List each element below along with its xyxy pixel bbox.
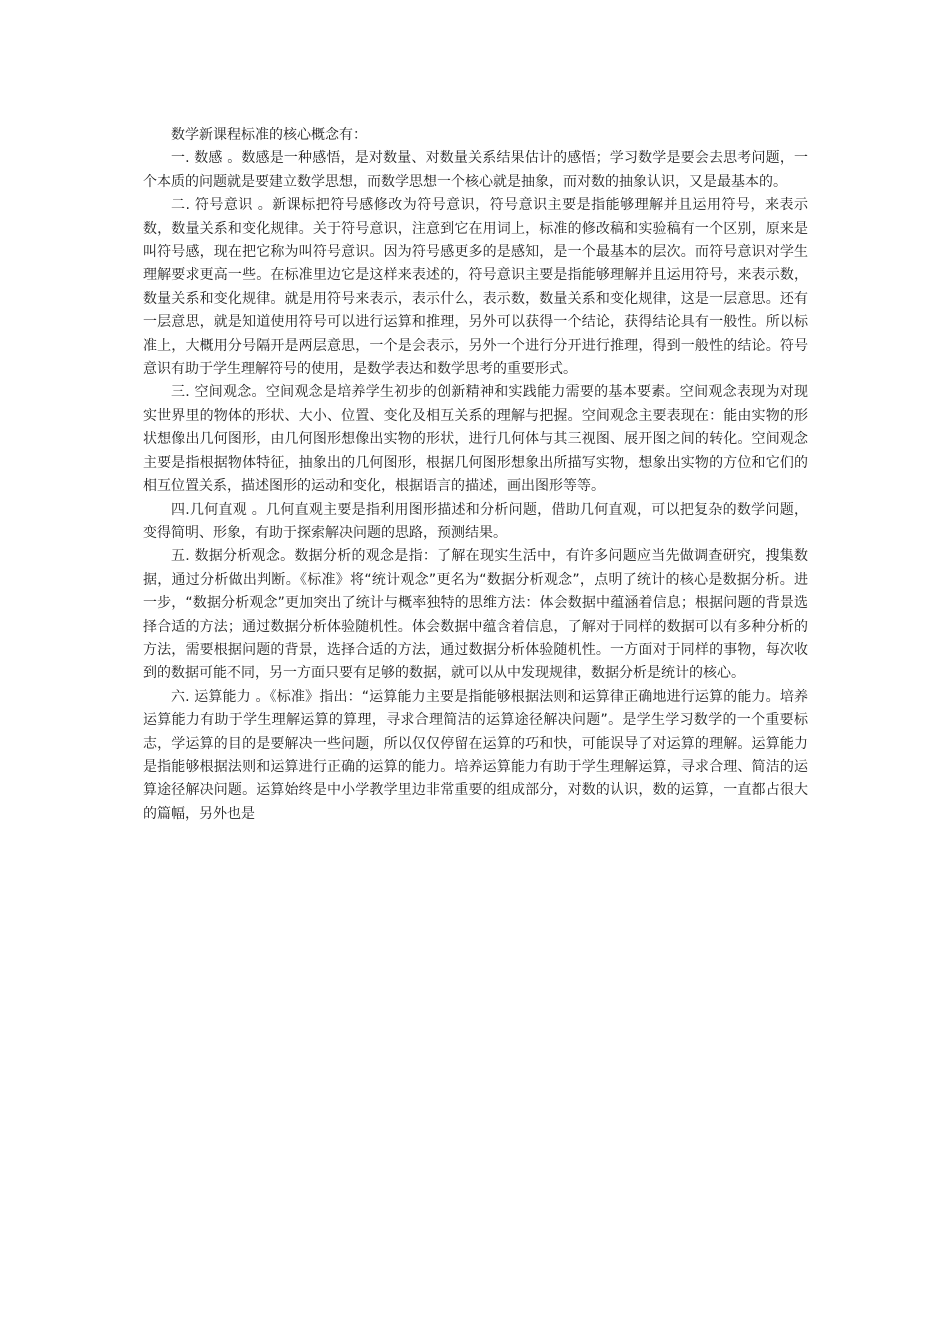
paragraph-data-analysis: 五. 数据分析观念。数据分析的观念是指：了解在现实生活中，有许多问题应当先做调查研究，搜集数据，通过分析做出判断。《标准》将“统计观念”更名为“数据分析观念”，点明了统计的核心是数据分析。进一步，“数据分析观念”更加突出了统计与概率独特的思维方法：体会数据中蕴涵着信息；根据问题的背景选择合适的方法；通过数据分析体验随机性。体会数据中蕴含着信息，了解对于同样的数据可以有多种分析的方法，需要根据问题的背景，选择合适的方法，通过数据分析体验随机性。一方面对于同样的事物，每次收到的数据可能不同，另一方面只要有足够的数据，就可以从中发现规律，数据分析是统计的核心。 xyxy=(143,548,808,682)
paragraph-number-sense: 一. 数感 。数感是一种感悟，是对数量、对数量关系结果估计的感悟；学习数学是要会去思考问题，一个本质的问题就是要建立数学思想，而数学思想一个核心就是抽象，而对数的抽象认识，又是最基本的。 xyxy=(143,150,808,190)
intro-line: 数学新课程标准的核心概念有： xyxy=(171,127,367,143)
paragraph-spatial-concept: 三. 空间观念。空间观念是培养学生初步的创新精神和实践能力需要的基本要素。空间观念表现为对现实世界里的物体的形状、大小、位置、变化及相互关系的理解与把握。空间观念主要表现在：能由实物的形状想像出几何图形，由几何图形想像出实物的形状，进行几何体与其三视图、展开图之间的转化。空间观念主要是指根据物体特征，抽象出的几何图形，根据几何图形想象出所描写实物，想象出实物的方位和它们的相互位置关系，描述图形的运动和变化，根据语言的描述，画出图形等等。 xyxy=(143,384,808,495)
paragraph-operation-ability: 六. 运算能力 。《标准》指出：“运算能力主要是指能够根据法则和运算律正确地进行运算的能力。培养运算能力有助于学生理解运算的算理，寻求合理简洁的运算途径解决问题”。是学生学习数学的一个重要标志，学运算的目的是要解决一些问题，所以仅仅停留在运算的巧和快，可能误导了对运算的理解。运算能力是指能够根据法则和运算进行正确的运算的能力。培养运算能力有助于学生理解运算，寻求合理、简洁的运算途径解决问题。运算始终是中小学教学里边非常重要的组成部分，对数的认识，数的运算，一直都占很大的篇幅，另外也是 xyxy=(143,688,808,822)
document-body xyxy=(143,124,808,826)
paragraph-symbol-awareness: 二. 符号意识 。新课标把符号感修改为符号意识，符号意识主要是指能够理解并且运用符号，来表示数，数量关系和变化规律。关于符号意识，注意到它在用词上，标准的修改稿和实验稿有一个区别，原来是叫符号感，现在把它称为叫符号意识。因为符号感更多的是感知，是一个最基本的层次。而符号意识对学生理解要求更高一些。在标准里边它是这样来表述的，符号意识主要是指能够理解并且运用符号，来表示数，数量关系和变化规律。就是用符号来表示，表示什么，表示数，数量关系和变化规律，这是一层意思。还有一层意思，就是知道使用符号可以进行运算和推理，另外可以获得一个结论，获得结论具有一般性。所以标准上，大概用分号隔开是两层意思，一个是会表示，另外一个进行分开进行推理，得到一般性的结论。符号意识有助于学生理解符号的使用，是数学表达和数学思考的重要形式。 xyxy=(143,197,808,378)
paragraph-geometric-intuition: 四.几何直观 。几何直观主要是指利用图形描述和分析问题，借助几何直观，可以把复杂的数学问题，变得简明、形象，有助于探索解决问题的思路，预测结果。 xyxy=(143,501,808,541)
